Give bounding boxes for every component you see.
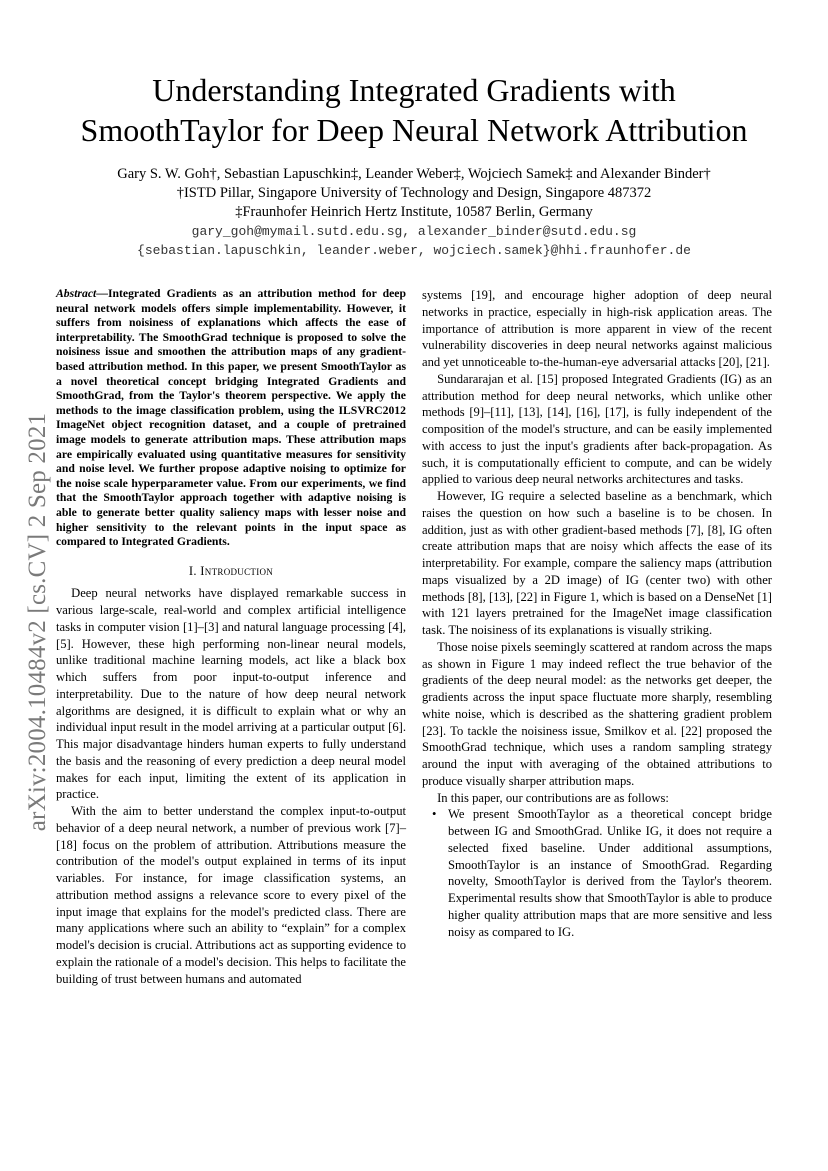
arxiv-id-text: arXiv:2004.10484v2 [cs.CV] 2 Sep 2021 [24, 412, 51, 832]
list-item [422, 806, 772, 940]
right-paragraph-3: However, IG require a selected baseline as a benchmark, which raises the question on how such a baseline is to be chosen. In addition, just as with other gradient-based methods [7], [8], IG often create attribution maps that are noisy which affects the ease of its interpretability. For example, compare the saliency maps (attribution maps visualized by a 2D image) of IG (center two) with other methods [8], [13], [22] in Figure 1, which is based on a DenseNet [1] with 121 layers pretrained for the ImageNet image classification task. The noisiness of its explanations is visually striking. [422, 489, 772, 637]
left-column [56, 287, 406, 987]
abstract-label: Abstract [56, 287, 97, 300]
email-line-2: {sebastian.lapuschkin, leander.weber, wojciech.samek}@hhi.fraunhofer.de [137, 243, 691, 258]
intro-paragraph-1: Deep neural networks have displayed remarkable success in various large-scale, real-world and complex artificial intelligence tasks in computer vision [1]–[3] and natural language processing [4], [5]. However, these high performing non-linear neural models, unlike traditional machine learning models, act like a black box which suffers from poor input-to-output inference and interpretability. Due to the nature of how deep neural network algorithms are designed, it is difficult to explain what or why an individual input result in the model arriving at a particular output [6]. This major disadvantage hinders human experts to fully understand the basis and the reasoning of every prediction a deep neural model makes for each input, limiting the extent of its application in practice. [56, 586, 406, 802]
contributions-list [422, 806, 772, 940]
right-paragraph-4: Those noise pixels seemingly scattered at random across the maps as shown in Figure 1 may indeed reflect the true behavior of the gradients of the deep neural model: as the networks get deeper, the gradients across the input space fluctuate more sharply, resembling white noise, which is described as the shattering gradient problem [23]. To tackle the noisiness issue, Smilkov et al. [22] proposed the SmoothGrad technique, which uses a random sampling strategy around the input with averaging of the obtained attributions to produce visually sharper attribution maps. [422, 639, 772, 788]
right-paragraph-2: Sundararajan et al. [15] proposed Integrated Gradients (IG) as an attribution method for deep neural networks, which unlike other methods [9]–[11], [13], [14], [16], [17], is fully independent of the composition of the model's structure, and can be easily implemented with access to just the input's gradients after back-propagation. As such, it is computationally efficient to compute, and can be widely applied to various deep neural networks architectures and tasks. [422, 371, 772, 487]
right-paragraph-1: systems [19], and encourage higher adoption of deep neural networks in practice, especially in high-risk application areas. The importance of attribution is more apparent in view of the recent vulnerability discoveries in deep neural networks against malicious and yet unnoticeable to-the-human-eye adversarial attacks [20], [21]. [422, 288, 772, 369]
right-column [422, 287, 772, 940]
abstract-text: —Integrated Gradients as an attribution method for deep neural network models offers simple implementability. However, it suffers from noisiness of explanations which affects the ease of interpretability. The SmoothGrad technique is proposed to solve the noisiness issue and smoothen the attribution maps of any gradient-based attribution method. In this paper, we present SmoothTaylor as a novel theoretical concept bridging Integrated Gradients and SmoothGrad, from the Taylor's theorem perspective. We apply the methods to the image classification problem, using the ILSVRC2012 ImageNet object recognition dataset, and a couple of pretrained image models to generate attribution maps. These attribution maps are empirically evaluated using quantitative measures for sensitivity and noise level. We further propose adaptive noising to optimize for the noise scale hyperparameter value. From our experiments, we find that the SmoothTaylor approach together with adaptive noising is able to generate better quality saliency maps with lesser noise and higher sensitivity to the relevant points in the input space as compared to Integrated Gradients. [56, 287, 406, 549]
affiliation-2: ‡Fraunhofer Heinrich Hertz Institute, 10587 Berlin, Germany [235, 204, 593, 220]
title-line-2: SmoothTaylor for Deep Neural Network Attribution [80, 112, 748, 148]
author-block [40, 165, 788, 260]
contribution-text: We present SmoothTaylor as a theoretical concept bridge between IG and SmoothGrad. Unlike IG, it does not require a selected fixed baseline. Under additional assumptions, SmoothTaylor is an instance of SmoothGrad. Regarding novelty, SmoothTaylor is derived from the Taylor's theorem. Experimental results show that SmoothTaylor is able to produce higher quality attribution maps that are more sensitive and less noisy as compared to IG. [448, 807, 772, 939]
bullet-icon: • [432, 807, 437, 822]
title-line-1: Understanding Integrated Gradients with [152, 72, 676, 108]
intro-paragraph-2: With the aim to better understand the complex input-to-output behavior of a deep neural network, a number of previous work [7]–[18] focus on the problem of attribution. Attributions measure the contribution of the model's output explained in terms of its input variables. For instance, for image classification systems, an attribution method assigns a relevance score to every pixel of the input image that explains for the model's predicted class. There are many applications where such an ability to “explain” for a complex model's decision is crucial. Attributions act as supporting evidence to explain the rationale of a model's decision. This helps to facilitate the building of trust between humans and automated [56, 804, 406, 986]
email-line-1: gary_goh@mymail.sutd.edu.sg, alexander_binder@sutd.edu.sg [191, 224, 637, 239]
author-names: Gary S. W. Goh†, Sebastian Lapuschkin‡, Leander Weber‡, Wojciech Samek‡ and Alexander Binder† [117, 166, 711, 182]
paper-title [40, 70, 788, 150]
right-paragraph-5: In this paper, our contributions are as follows: [437, 790, 669, 805]
affiliation-1: †ISTD Pillar, Singapore University of Technology and Design, Singapore 487372 [176, 185, 652, 201]
abstract [56, 287, 406, 550]
arxiv-side-identifier [14, 372, 62, 872]
section-heading-introduction: I. Introduction [188, 563, 274, 578]
